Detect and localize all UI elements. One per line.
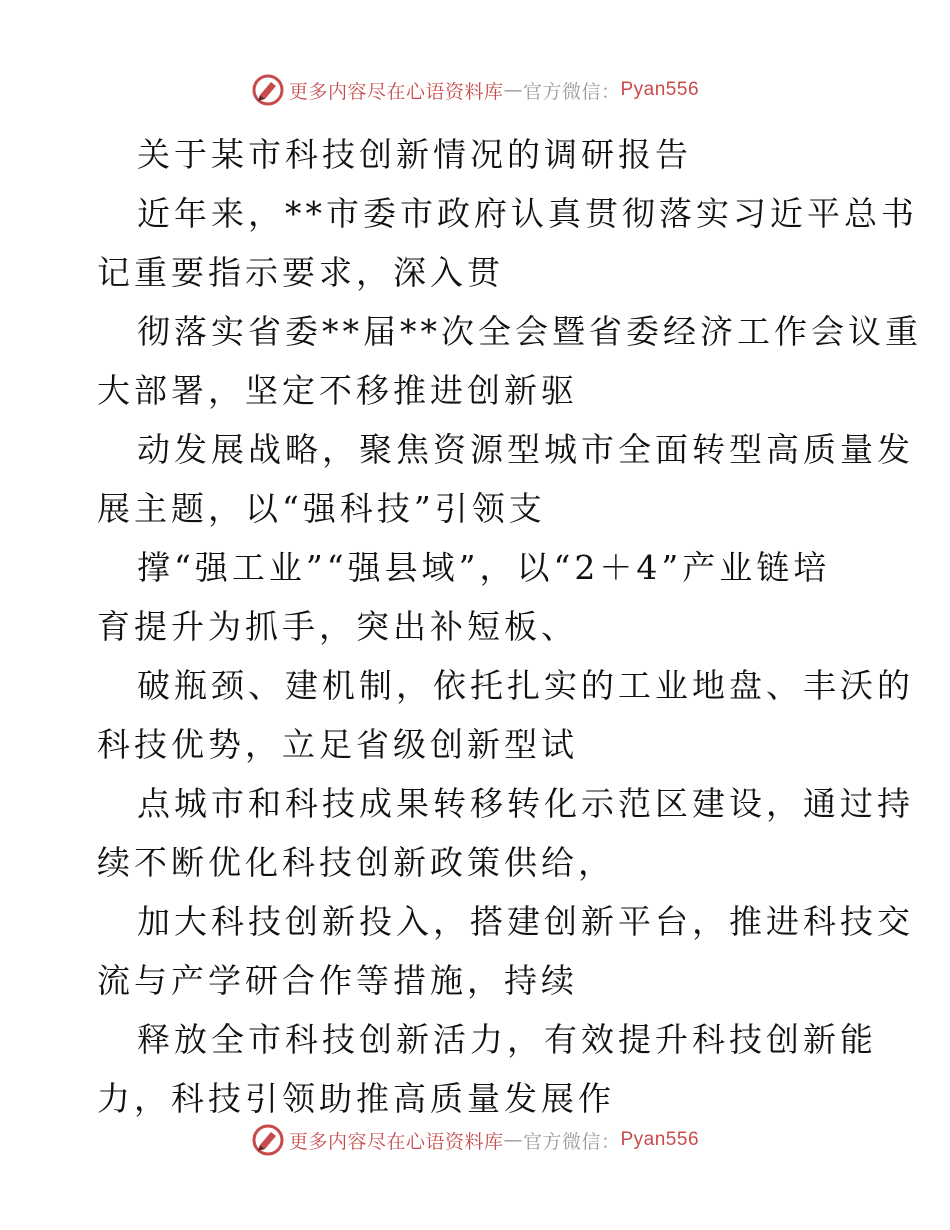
watermark-brand: 更多内容尽在心语资料库 <box>288 1130 504 1153</box>
footer-watermark <box>0 1120 950 1160</box>
watermark-contact-id: Pyan556 <box>620 1129 700 1150</box>
text-line: 记重要指示要求，深入贯 <box>97 253 504 292</box>
text-line: 流与产学研合作等措施，持续 <box>97 961 578 1000</box>
text-line: 大部署，坚定不移推进创新驱 <box>97 371 578 410</box>
watermark-dash: — <box>503 1129 523 1151</box>
document-body <box>97 125 922 1128</box>
text-line: 展主题，以“强科技”引领支 <box>97 489 546 528</box>
header-watermark <box>0 70 950 110</box>
watermark-contact-label: 官方微信： <box>522 1130 621 1153</box>
watermark-brand: 更多内容尽在心语资料库 <box>288 80 504 103</box>
text-line: 加大科技创新投入，搭建创新平台，推进科技交 <box>137 902 914 941</box>
text-line: 力，科技引领助推高质量发展作 <box>97 1079 615 1118</box>
watermark-dash: — <box>503 79 523 101</box>
text-line: 撑“强工业”“强县域”，以“2＋4”产业链培 <box>137 548 831 587</box>
book-pen-icon <box>251 73 285 107</box>
text-line: 动发展战略，聚焦资源型城市全面转型高质量发 <box>137 430 914 469</box>
text-line: 释放全市科技创新活力，有效提升科技创新能 <box>137 1020 877 1059</box>
text-line: 近年来，**市委市政府认真贯彻落实习近平总书 <box>137 194 918 233</box>
watermark-contact-id: Pyan556 <box>620 79 700 100</box>
text-line: 破瓶颈、建机制，依托扎实的工业地盘、丰沃的 <box>137 666 914 705</box>
document-title: 关于某市科技创新情况的调研报告 <box>137 135 692 174</box>
watermark-contact-label: 官方微信： <box>522 80 621 103</box>
text-line: 育提升为抓手，突出补短板、 <box>97 607 578 646</box>
text-line: 续不断优化科技创新政策供给， <box>97 843 615 882</box>
text-line: 点城市和科技成果转移转化示范区建设，通过持 <box>137 784 914 823</box>
book-pen-icon <box>251 1123 285 1157</box>
text-line: 彻落实省委**届**次全会暨省委经济工作会议重 <box>137 312 922 351</box>
text-line: 科技优势，立足省级创新型试 <box>97 725 578 764</box>
